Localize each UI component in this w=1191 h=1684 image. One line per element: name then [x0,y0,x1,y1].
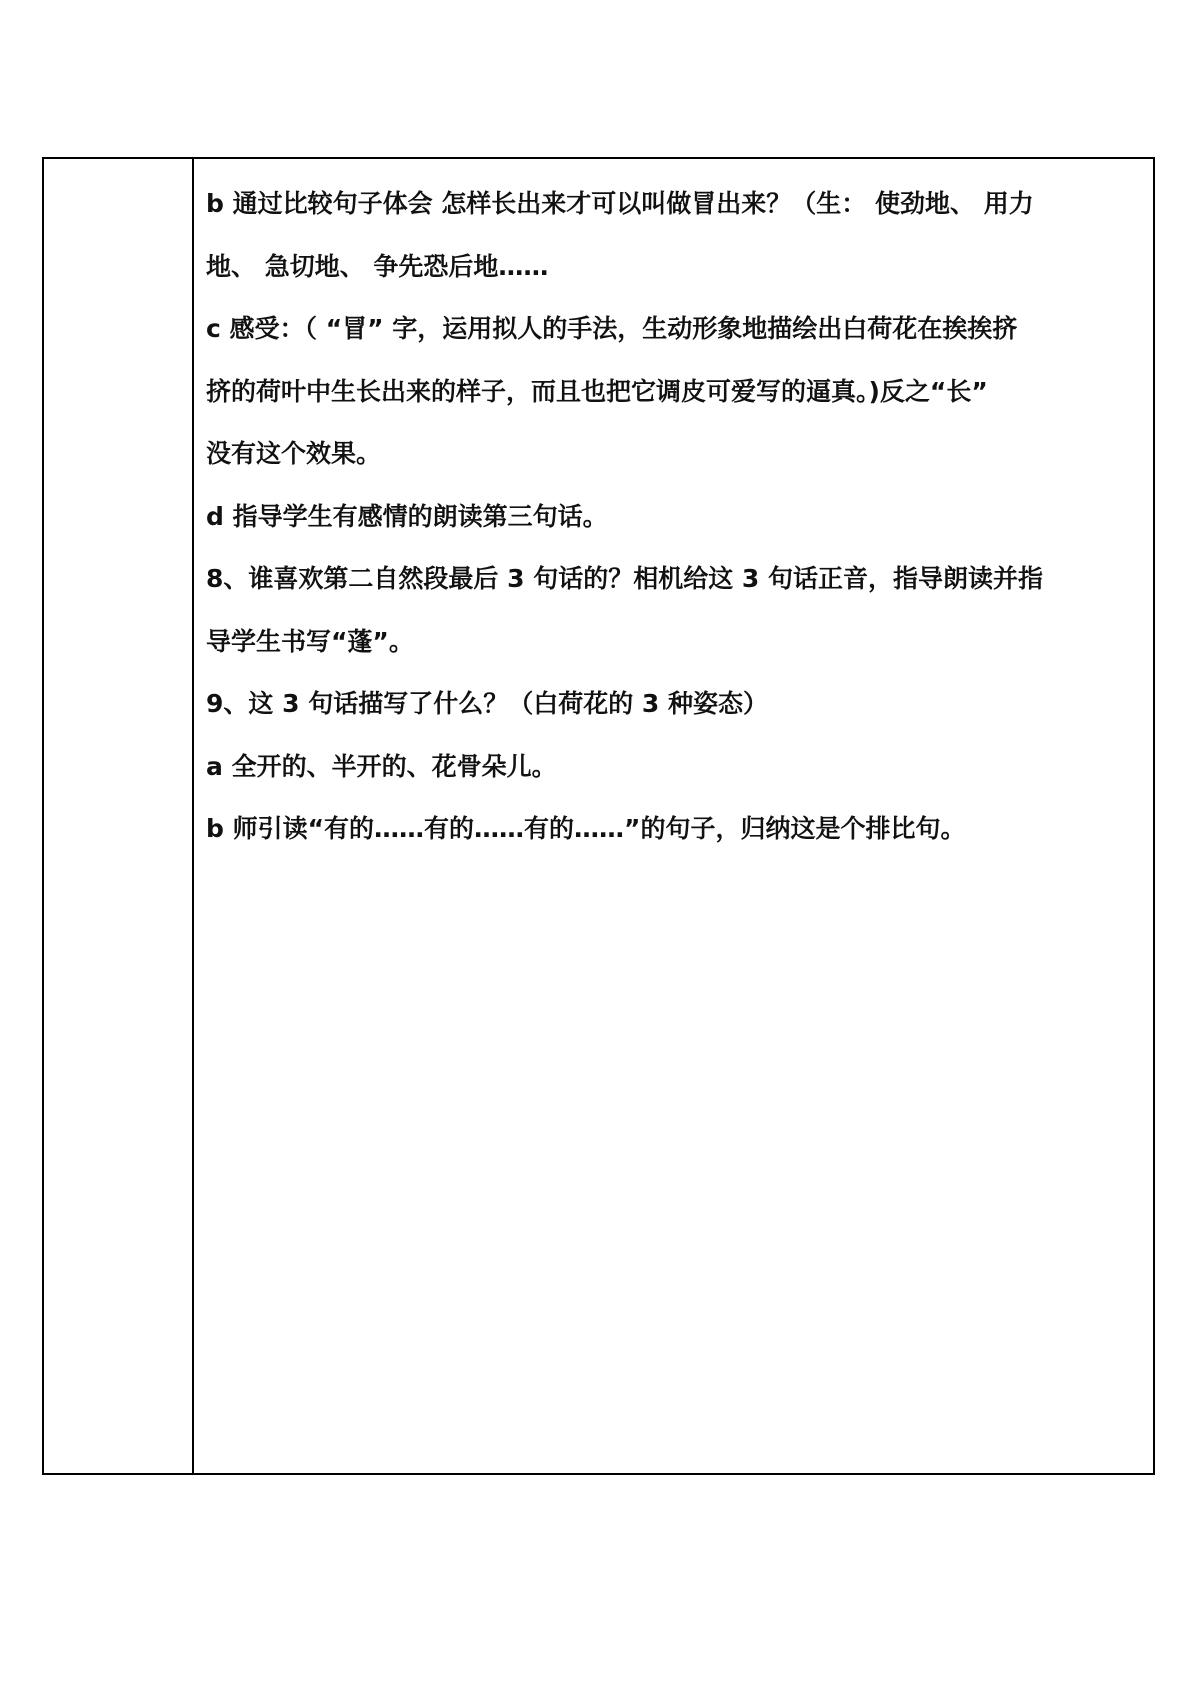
content-line: 9、这 3 句话描写了什么？（白荷花的 3 种姿态） [206,689,769,718]
content-line: 导学生书写“蓬”。 [206,626,414,656]
table-content-cell [194,159,1153,1473]
content-line: 地、 急切地、 争先恐后地…… [206,251,549,281]
content-line: a 全开的、半开的、花骨朵儿。 [206,751,557,781]
table-left-cell [44,159,194,1473]
content-line: b 师引读“有的……有的……有的……”的句子，归纳这是个排比句。 [206,814,966,843]
content-line: d 指导学生有感情的朗读第三句话。 [206,501,608,531]
content-line: 挤的荷叶中生长出来的样子，而且也把它调皮可爱写的逼真。)反之“长” [206,376,988,406]
content-line: 没有这个效果。 [206,439,382,468]
lesson-table [42,157,1155,1475]
content-line: b 通过比较句子体会 怎样长出来才可以叫做冒出来？（生： 使劲地、 用力 [206,189,1034,218]
content-line: c 感受：（ “冒” 字，运用拟人的手法，生动形象地描绘出白荷花在挨挨挤 [206,314,1018,343]
content-line: 8、谁喜欢第二自然段最后 3 句话的？相机给这 3 句话正音，指导朗读并指 [206,564,1044,593]
